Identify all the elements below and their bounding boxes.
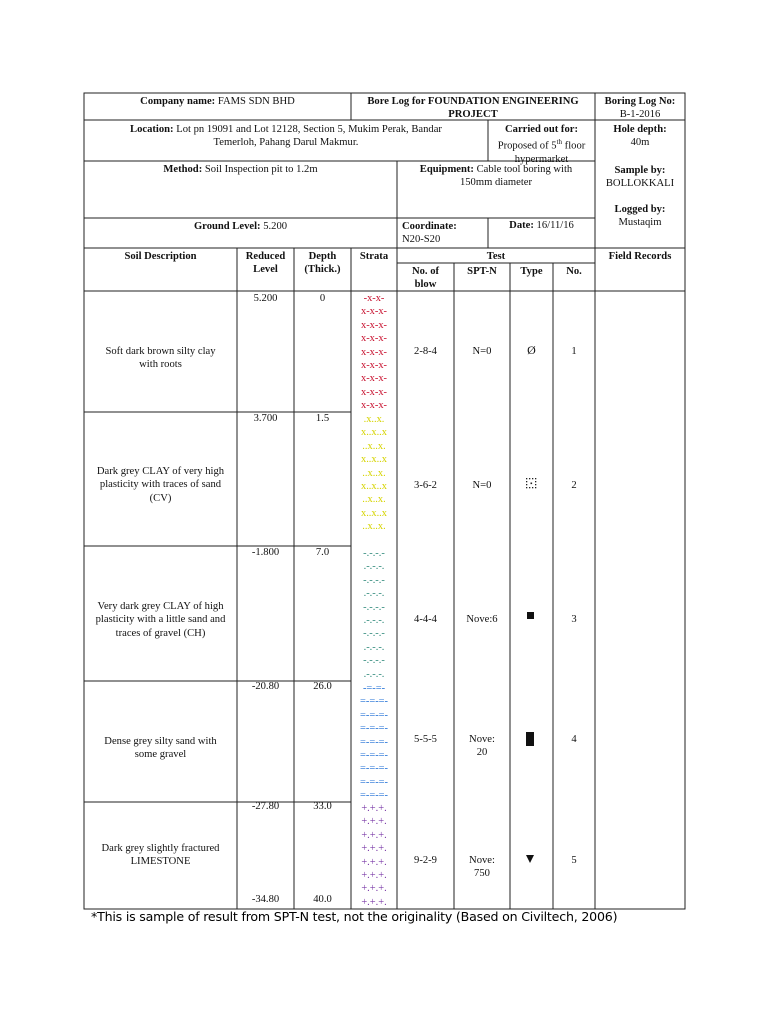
col-depth-line-2: (Thick.) (304, 264, 341, 276)
page-title (351, 95, 595, 122)
sample-by-label: Sample by: (614, 165, 666, 176)
layer-2-blow: 3-6-2 (414, 480, 437, 491)
strata-line: x..x..x (361, 507, 387, 519)
strata-line: x..x..x (361, 454, 387, 466)
layer-5-spt-line-2: 750 (474, 868, 490, 880)
method-label: Method: (163, 164, 203, 175)
col-reduced-level (237, 250, 294, 277)
company-name-cell (84, 95, 351, 108)
layer-2-no: 2 (571, 480, 577, 491)
layer-3-description (84, 600, 237, 640)
layer-4-spt (454, 733, 510, 760)
strata-line: x-x-x- (361, 360, 387, 372)
equipment-line-1: Cable tool boring with (476, 164, 573, 175)
layer-3-desc-line-1: Very dark grey CLAY of high (97, 601, 224, 612)
strata-line: ..x..x. (362, 494, 386, 506)
carried-line-2: hypermarket (514, 154, 569, 166)
method-cell (84, 163, 397, 176)
strata-line: +.+.+. (361, 843, 387, 855)
boring-log-label: Boring Log No: (604, 96, 676, 107)
col-reduced-level-line-1: Reduced (245, 251, 286, 262)
strata-line: -.-.-.- (363, 548, 385, 559)
equipment-label: Equipment: (419, 164, 474, 175)
layer-5-spt (454, 854, 510, 881)
hole-depth-label: Hole depth: (613, 124, 667, 135)
strata-line: x-x-x- (361, 346, 387, 358)
layer-4-spt-line-2: 20 (476, 747, 488, 759)
strata-line: .-.-.-. (363, 588, 385, 600)
layer-3-spt: Nove:6 (466, 614, 498, 625)
logged-by-label: Logged by: (614, 204, 666, 215)
sample-by-cell (595, 164, 685, 191)
col-spt-n: SPT-N (467, 266, 497, 277)
layer-4-blow: 5-5-5 (414, 734, 437, 745)
layer-5-no: 5 (571, 855, 577, 866)
location-line-2: Temerloh, Pahang Darul Makmur. (213, 137, 359, 149)
layer-1-depth: 0 (319, 293, 326, 304)
strata-line: =-=-=- (360, 776, 388, 788)
strata-line: x-x-x- (361, 400, 387, 412)
strata-line: =-=-=- (360, 723, 388, 735)
layer-5-desc-line-2: LIMESTONE (130, 856, 191, 868)
col-no-of-blow (397, 265, 454, 292)
layer-2-strata (351, 413, 397, 534)
layer-3-blow: 4-4-4 (414, 614, 437, 625)
col-depth (294, 250, 351, 277)
sample-by-value: BOLLOKKALI (605, 178, 675, 190)
strata-line: .x..x. (363, 414, 385, 425)
date-cell (488, 219, 595, 232)
strata-line: x-x-x- (361, 386, 387, 398)
hole-depth-cell (595, 123, 685, 150)
strata-line: =-=-=- (360, 736, 388, 748)
company-value: FAMS SDN BHD (217, 96, 295, 107)
layer-4-spt-line-1: Nove: (469, 734, 495, 745)
col-strata: Strata (359, 251, 389, 262)
down-triangle-icon (526, 855, 535, 864)
layer-3-depth: 7.0 (315, 547, 330, 558)
layer-4-desc-line-1: Dense grey silty sand with (104, 736, 217, 747)
layer-2-desc-line-2: plasticity with traces of sand (99, 479, 222, 491)
layer-3-strata (351, 547, 397, 681)
null-sign-icon: Ø (527, 343, 536, 357)
strata-line: -.-.-.- (363, 655, 385, 667)
company-label: Company name: (140, 96, 216, 107)
layer-1-reduced-level: 5.200 (253, 293, 278, 304)
layer-4-desc-line-2: some gravel (134, 749, 187, 761)
equipment-cell (397, 163, 595, 190)
layer-3-reduced-level: -1.800 (251, 547, 280, 558)
carried-line-1: Proposed of 5 (497, 140, 557, 152)
col-type: Type (520, 266, 543, 277)
strata-line: .-.-.-. (363, 615, 385, 627)
layer-2-spt: N=0 (472, 480, 492, 491)
strata-line: x-x-x- (361, 333, 387, 345)
strata-line: +.+.+. (361, 816, 387, 828)
strata-line: =-=-=- (360, 790, 388, 802)
title-line-1: Bore Log for FOUNDATION ENGINEERING (367, 96, 579, 107)
layer-1-desc-line-1: Soft dark brown silty clay (105, 346, 216, 357)
layer-4-reduced-level: -20.80 (251, 681, 280, 692)
col-no-of-blow-line-2: blow (414, 279, 437, 291)
strata-line: ..x..x. (362, 521, 386, 533)
strata-line: -.-.-.- (363, 628, 385, 640)
layer-3-desc-line-3: traces of gravel (CH) (115, 627, 206, 639)
layer-4-no: 4 (571, 734, 577, 745)
location-cell (86, 123, 486, 150)
ground-level-cell (84, 220, 397, 233)
layer-5-blow: 9-2-9 (414, 855, 437, 866)
hole-depth-value: 40m (630, 137, 650, 149)
strata-line: x..x..x (361, 481, 387, 493)
coordinate-label: Coordinate: (402, 221, 457, 232)
col-field-records: Field Records (608, 251, 672, 262)
layer-4-depth: 26.0 (313, 681, 332, 692)
carried-sup: th (556, 138, 563, 147)
strata-line: +.+.+. (361, 870, 387, 882)
col-no: No. (566, 266, 582, 277)
strata-line: +.+.+. (361, 803, 387, 814)
layer-1-desc-line-2: with roots (139, 359, 182, 371)
strata-line: +.+.+. (361, 829, 387, 841)
layer-5-depth: 33.0 (313, 801, 332, 812)
coordinate-value: N20-S20 (402, 234, 441, 246)
carried-line-1-post: floor (562, 140, 586, 152)
final-reduced-level: -34.80 (251, 894, 280, 905)
layer-1-strata (351, 292, 397, 413)
boring-log-value: B-1-2016 (619, 109, 661, 121)
strata-line: +.+.+. (361, 896, 387, 908)
strata-line: x-x-x- (361, 306, 387, 318)
strata-line: ..x..x. (362, 440, 386, 452)
col-test: Test (486, 251, 506, 262)
location-line-1: Lot pn 19091 and Lot 12128, Section 5, Mukim Perak, Bandar (176, 124, 442, 135)
strata-line: ..x..x. (362, 467, 386, 479)
method-value: Soil Inspection pit to 1.2m (204, 164, 318, 175)
ground-level-label: Ground Level: (193, 221, 261, 232)
col-no-of-blow-line-1: No. of (411, 266, 440, 277)
col-depth-line-1: Depth (308, 251, 337, 262)
layer-2-depth: 1.5 (315, 413, 330, 424)
tall-rectangle-icon (526, 732, 535, 747)
coordinate-cell (402, 220, 488, 247)
strata-line: -x-x- (363, 293, 385, 304)
layer-5-reduced-level: -27.80 (251, 801, 280, 812)
layer-4-strata (351, 682, 397, 803)
strata-line: -.-.-.- (363, 601, 385, 613)
final-depth: 40.0 (313, 894, 332, 905)
layer-4-description (84, 735, 237, 762)
layer-3-no: 3 (571, 614, 577, 625)
strata-line: .-.-.-. (363, 641, 385, 653)
date-label: Date: (509, 220, 534, 231)
layer-5-desc-line-1: Dark grey slightly fractured (101, 843, 220, 854)
logged-by-cell (595, 203, 685, 230)
layer-1-spt: N=0 (472, 346, 492, 357)
small-square-icon (527, 612, 535, 620)
strata-line: +.+.+. (361, 856, 387, 868)
layer-1-no: 1 (571, 346, 577, 357)
layer-2-desc-line-1: Dark grey CLAY of very high (96, 466, 225, 477)
carried-out-cell (488, 123, 595, 167)
layer-2-description (84, 465, 237, 505)
layer-5-strata (351, 802, 397, 909)
layer-2-reduced-level: 3.700 (253, 413, 278, 424)
layer-5-description (84, 842, 237, 869)
strata-line: =-=-=- (360, 750, 388, 762)
footnote: *This is sample of result from SPT-N test, not the originality (Based on Civiltech, 2006) (91, 909, 618, 924)
date-value: 16/11/16 (536, 220, 574, 231)
layer-5-spt-line-1: Nove: (469, 855, 495, 866)
strata-line: =-=-=- (360, 763, 388, 775)
layer-3-desc-line-2: plasticity with a little sand and (95, 614, 226, 626)
strata-line: =-=-=- (360, 709, 388, 721)
layer-1-description (84, 345, 237, 372)
strata-line: -=-=- (362, 683, 386, 694)
title-line-2: PROJECT (448, 109, 498, 121)
dotted-square-icon (525, 477, 538, 490)
location-label: Location: (130, 124, 174, 135)
strata-line: .-.-.-. (363, 668, 385, 680)
carried-label: Carried out for: (505, 124, 578, 135)
layer-2-desc-line-3: (CV) (149, 492, 172, 504)
strata-line: x-x-x- (361, 373, 387, 385)
strata-line: =-=-=- (360, 696, 388, 708)
strata-line: .-.-.-. (363, 561, 385, 573)
layer-1-blow: 2-8-4 (414, 346, 437, 357)
ground-level-value: 5.200 (263, 221, 288, 232)
col-reduced-level-line-2: Level (253, 264, 278, 276)
strata-line: -.-.-.- (363, 574, 385, 586)
strata-line: x-x-x- (361, 319, 387, 331)
strata-line: +.+.+. (361, 883, 387, 895)
equipment-line-2: 150mm diameter (459, 177, 533, 189)
boring-log-cell (595, 95, 685, 122)
logged-by-value: Mustaqim (618, 217, 662, 229)
col-soil-description: Soil Description (124, 251, 197, 262)
strata-line: x..x..x (361, 427, 387, 439)
